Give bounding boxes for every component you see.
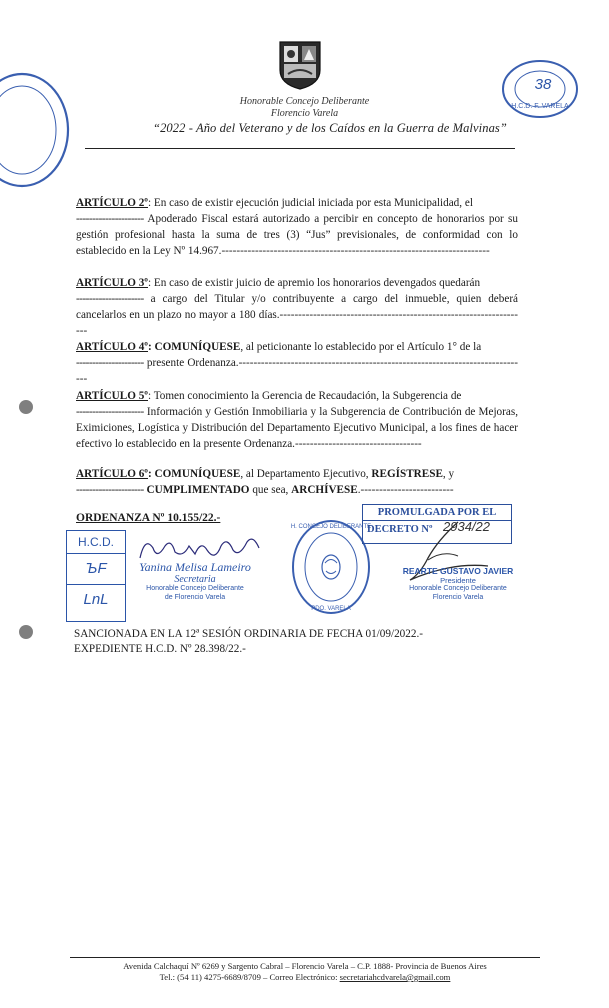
president-role: Presidente [440, 576, 476, 585]
secretary-name: Yanina Melisa Lameiro [139, 560, 251, 574]
article-3: ARTÍCULO 3º: En caso de existir juicio de apremio los honorarios devengados quedarán --------------------- a cargo del Titular y/o contribuyente a cargo del inmueble, quien deberá cancelarlos en un plazo no mayor a 180 días.------------------------------------------------------------------- [76, 277, 519, 337]
page-number: 38 [534, 76, 552, 93]
institution-city: Florencio Varela [270, 108, 339, 119]
case-file-line: EXPEDIENTE H.C.D. Nº 28.398/22.- [74, 643, 246, 655]
article-6: ARTÍCULO 6º: COMUNÍQUESE, al Departamento Ejecutivo, REGÍSTRESE, y --------------------- CUMPLIMENTADO que sea, ARCHÍVESE.------------------------- [76, 468, 455, 496]
header-rule [85, 148, 515, 149]
institution-name: Honorable Concejo Deliberante [239, 96, 370, 107]
article-label: ARTÍCULO 6º [76, 468, 148, 480]
punch-hole [19, 625, 33, 639]
municipal-crest-logo [278, 40, 322, 90]
article-5: ARTÍCULO 5º: Tomen conocimiento la Gerencia de Recaudación, la Subgerencia de --------------------- Información y Gestión Inmobiliaria y la Subgerencia de Contribución de Mejoras, Eximiciones, Logística y Distribución del Departamento Ejecutivo Municipal, a los fines de hacer efectivo lo establecido en la presente Ordenanza.---------------------------------- [76, 390, 518, 450]
svg-text:H.C.D. F. VARELA: H.C.D. F. VARELA [511, 103, 569, 110]
article-4: ARTÍCULO 4º: COMUNÍQUESE, al peticionante lo establecido por el Artículo 1° de la --------------------- presente Ordenanza.------------------------------------------------------------------------------ [76, 341, 518, 385]
council-round-seal-icon [290, 518, 372, 616]
secretary-role: Secretaria [174, 574, 216, 585]
president-name: REARTE GUSTAVO JAVIER [402, 566, 514, 576]
secretary-office-city: de Florencio Varela [164, 594, 226, 601]
footer-contact: Tel.: (54 11) 4275-6689/8709 – Correo Electrónico: secretariahcdvarela@gmail.com [159, 972, 451, 982]
article-label: ARTÍCULO 4º [76, 341, 148, 353]
footer-rule [70, 957, 540, 958]
secretary-office: Honorable Concejo Deliberante [146, 585, 244, 592]
article-label: ARTÍCULO 5º [76, 390, 148, 402]
article-label: ARTÍCULO 3º [76, 277, 148, 289]
hcd-stamp-title: H.C.D. [67, 531, 125, 554]
sanction-line: SANCIONADA EN LA 12ª SESIÓN ORDINARIA DE FECHA 01/09/2022.- [74, 628, 423, 640]
article-2: ARTÍCULO 2º: En caso de existir ejecución judicial iniciada por esta Municipalidad, el --------------------- Apoderado Fiscal estará autorizado a percibir en concepto de honorarios por su gestión profesional hasta la suma de tres (3) “Jus” previsionales, de conformidad con lo establecido en la Ley Nº 14.967.------------------------------------------------------------------------ [76, 197, 518, 257]
hcd-stamp-initials-1: ЪF [67, 554, 125, 585]
year-motto: “2022 - Año del Veterano y de los Caídos en la Guerra de Malvinas” [153, 121, 507, 135]
hcd-stamp-initials-2: LnL [83, 591, 109, 608]
promulgation-decree-label: DECRETO Nº [367, 524, 433, 535]
president-office-city: Florencio Varela [432, 594, 484, 601]
footer-email-link[interactable]: secretariahcdvarela@gmail.com [339, 972, 451, 982]
punch-hole [19, 400, 33, 414]
footer-address: Avenida Calchaquí Nº 6269 y Sargento Cabral – Florencio Varela – C.P. 1888- Provincia de Buenos Aires [123, 961, 487, 971]
left-seal-icon [0, 70, 70, 190]
promulgation-decree-number: 2934/22 [443, 519, 490, 534]
article-label: ARTÍCULO 2º [76, 197, 148, 209]
svg-text:PDO. VARELA: PDO. VARELA [311, 606, 351, 612]
svg-text:H. CONCEJO DELIBERANTE: H. CONCEJO DELIBERANTE [290, 524, 372, 530]
promulgation-title: PROMULGADA POR EL [363, 507, 511, 521]
ordenanza-number: ORDENANZA Nº 10.155/22.- [76, 512, 221, 524]
president-office: Honorable Concejo Deliberante [409, 585, 507, 592]
hcd-initials-stamp [66, 530, 126, 622]
